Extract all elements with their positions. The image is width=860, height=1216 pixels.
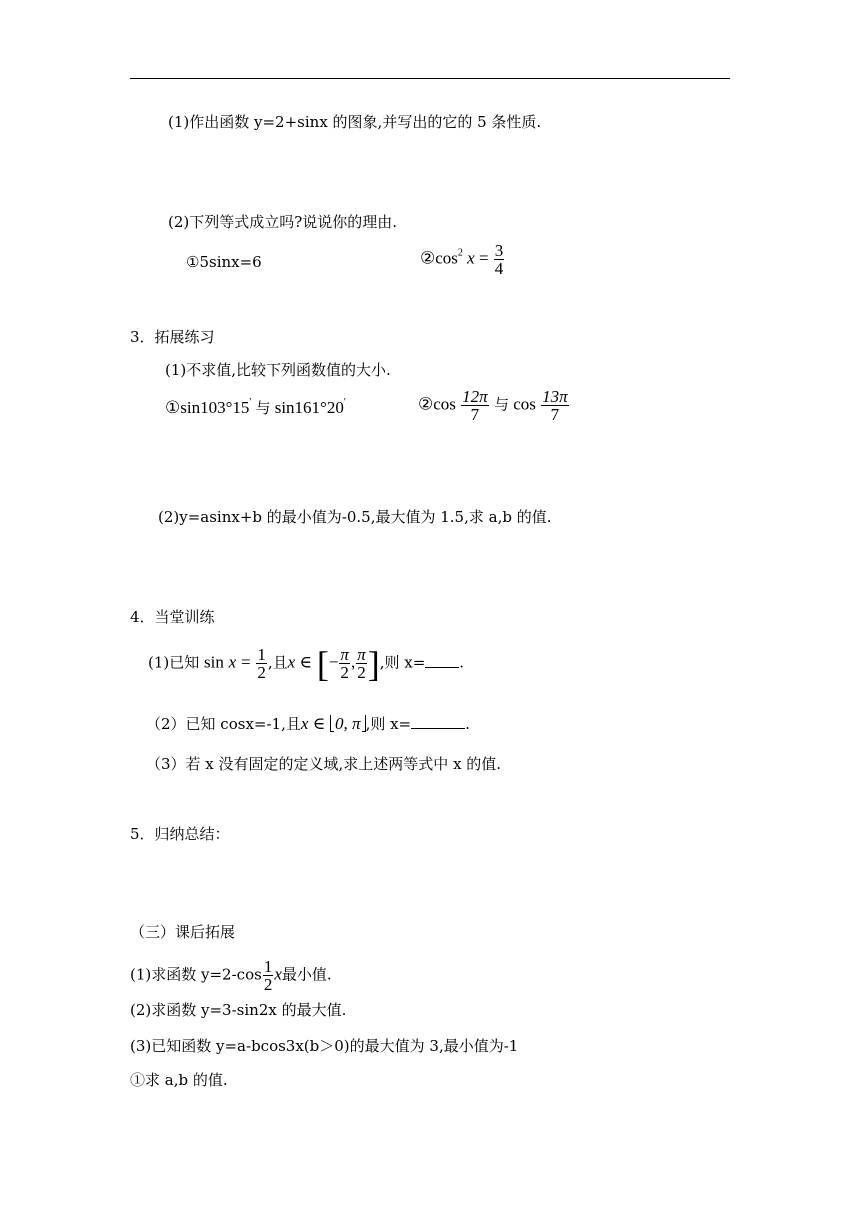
- q1-end: .: [459, 653, 465, 672]
- equation-1: ①5sinx=6: [186, 253, 262, 271]
- fraction-numerator: π: [357, 645, 366, 664]
- part-3-question-3-sub: ①求 a,b 的值.: [130, 1071, 228, 1089]
- fraction-numerator: 1: [263, 957, 273, 976]
- fraction-numerator: 13π: [542, 387, 568, 406]
- section-3-heading: 3．拓展练习: [130, 328, 215, 346]
- answer-blank-1[interactable]: [425, 653, 459, 668]
- floor-left-bracket: [330, 715, 334, 732]
- fraction-denominator: 2: [357, 663, 366, 682]
- fraction-pi-over-2: [339, 646, 350, 681]
- part-3-question-1: [130, 958, 332, 993]
- comparison-1-right: sin161°20: [274, 398, 344, 417]
- q2-in-symbol: x ∈: [300, 714, 326, 733]
- answer-blank-2[interactable]: [411, 714, 465, 729]
- fraction-13pi-over-7: [541, 388, 569, 423]
- fraction-denominator: 2: [340, 663, 349, 682]
- q1-in-symbol: x ∈: [287, 652, 313, 672]
- section-3-question-1: (1)不求值,比较下列函数值的大小.: [165, 361, 391, 379]
- part-3-question-2: (2)求函数 y=3-sin2x 的最大值.: [130, 1001, 347, 1019]
- part-3-heading: （三）课后拓展: [130, 923, 236, 941]
- fraction-denominator: 7: [470, 405, 480, 424]
- equation-2-prefix: ②cos: [420, 248, 458, 268]
- prime-mark: ': [249, 397, 252, 408]
- fraction-numerator: π: [340, 645, 349, 664]
- q1-suffix: ,则 x=: [379, 653, 426, 672]
- section-4-question-1: [148, 643, 465, 684]
- comparison-2-prefix: ②cos: [418, 394, 456, 414]
- fraction-denominator: 2: [263, 975, 273, 994]
- p3q1-prefix: (1)求函数 y=2-cos: [130, 965, 262, 984]
- fraction-numerator: 3: [494, 241, 504, 260]
- fraction-one-half: [263, 958, 274, 993]
- equation-2-exponent: 2: [457, 247, 463, 259]
- prime-mark: ': [343, 397, 346, 408]
- fraction-denominator: 4: [494, 259, 504, 278]
- comparison-2-cos: cos: [513, 394, 536, 414]
- fraction-three-quarters: [494, 242, 505, 277]
- fraction-numerator: 1: [257, 645, 266, 664]
- section-4-heading: 4．当堂训练: [130, 608, 215, 626]
- equation-2: [420, 242, 505, 277]
- section-4-question-2: [146, 714, 470, 734]
- question-2-equations: (2)下列等式成立吗?说说你的理由.: [168, 213, 398, 231]
- q1-variable: x: [228, 652, 237, 672]
- comparison-1-connector: 与: [255, 401, 271, 417]
- q1-and: ,且: [267, 653, 288, 672]
- header-rule: [130, 78, 730, 79]
- q1-equals: =: [240, 652, 251, 672]
- fraction-denominator: 2: [257, 663, 266, 682]
- comparison-2-connector: 与: [493, 397, 509, 414]
- comparison-1-left: ①sin103°15: [165, 398, 250, 417]
- question-1-draw-graph: (1)作出函数 y=2+sinx 的图象,并写出的它的 5 条性质.: [168, 113, 542, 131]
- equation-2-equals: =: [478, 248, 489, 268]
- left-bracket: [: [316, 643, 329, 684]
- q1-sin: sin: [204, 652, 224, 672]
- minus-sign: −: [328, 652, 339, 672]
- section-3-question-2: (2)y=asinx+b 的最小值为-0.5,最大值为 1.5,求 a,b 的值.: [158, 508, 552, 526]
- section-4-question-3: （3）若 x 没有固定的定义域,求上述两等式中 x 的值.: [146, 755, 502, 773]
- p3q1-suffix: 最小值.: [281, 965, 332, 984]
- part-3-question-3: (3)已知函数 y=a-bcos3x(b＞0)的最大值为 3,最小值为-1: [130, 1037, 519, 1055]
- equation-2-variable: x: [467, 248, 475, 268]
- interval-comma: ,: [350, 652, 356, 672]
- q2-prefix: （2）已知 cosx=-1,且: [146, 715, 301, 733]
- fraction-numerator: 12π: [462, 387, 488, 406]
- fraction-12pi-over-7: [461, 388, 489, 423]
- comparison-2: [418, 388, 570, 423]
- q2-interval: 0, π: [335, 714, 361, 733]
- comparison-1: [165, 398, 346, 419]
- fraction-pi-over-2: [356, 646, 367, 681]
- p3q1-variable: x: [274, 964, 282, 984]
- q2-suffix: ,则 x=: [365, 715, 412, 733]
- fraction-denominator: 7: [550, 405, 560, 424]
- q2-end: .: [465, 715, 470, 733]
- right-bracket: ]: [367, 643, 380, 684]
- section-5-heading: 5．归纳总结：: [130, 825, 230, 843]
- q1-prefix: (1)已知: [148, 653, 200, 672]
- fraction-one-half: [256, 646, 267, 681]
